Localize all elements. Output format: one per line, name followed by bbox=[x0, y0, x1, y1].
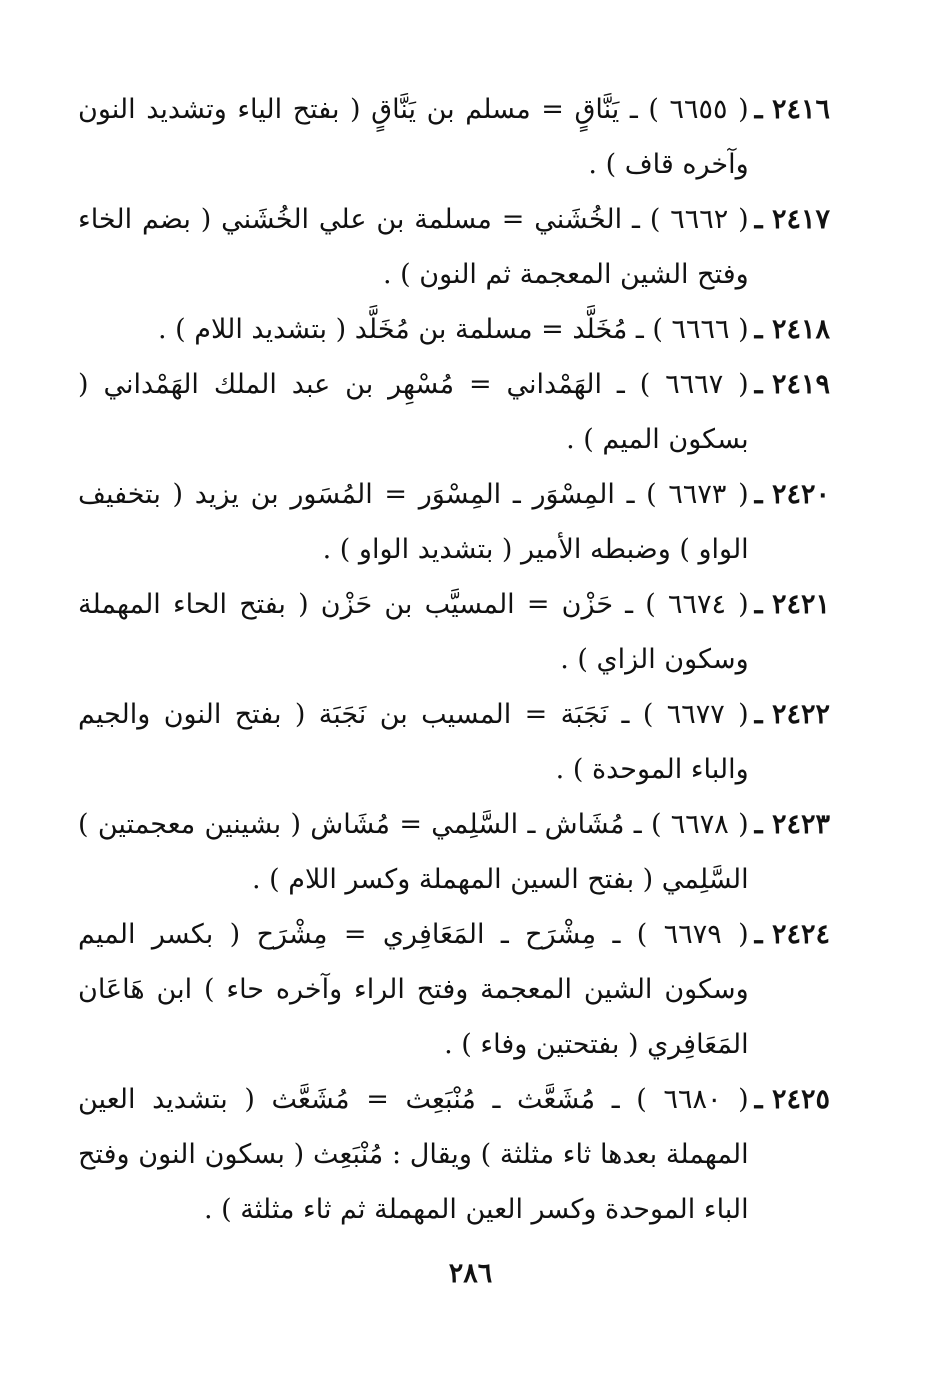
entry-text: ( ٦٦٧٤ ) ـ حَزْن = المسيَّب بن حَزْن ( بفتح الحاء المهملة وسكون الزاي ) . bbox=[78, 589, 749, 675]
entry bbox=[78, 357, 830, 467]
entry-text: ( ٦٦٦٦ ) ـ مُخَلَّد = مسلمة بن مُخَلَّد ( بتشديد اللام ) . bbox=[158, 314, 749, 345]
page-number: ٢٨٦ bbox=[448, 1258, 493, 1289]
entry-number: ٢٤٢٣ ـ bbox=[754, 809, 830, 840]
entries-list bbox=[78, 82, 830, 1237]
entry-text: ( ٦٦٨٠ ) ـ مُشَعَّث ـ مُنْبَعِث = مُشَعَّث ( بتشديد العين المهملة بعدها ثاء مثلثة ) ويقال : مُنْبَعِث ( بسكون النون وفتح الباء الموحدة وكسر العين المهملة ثم ثاء مثلثة ) . bbox=[78, 1084, 749, 1225]
entry bbox=[78, 192, 830, 302]
entry bbox=[78, 302, 830, 357]
entry-number: ٢٤٢٠ ـ bbox=[754, 479, 830, 510]
entry-text: ( ٦٦٦٢ ) ـ الخُشَني = مسلمة بن علي الخُشَني ( بضم الخاء وفتح الشين المعجمة ثم النون ) . bbox=[78, 204, 749, 290]
entry bbox=[78, 467, 830, 577]
entry-number: ٢٤٢١ ـ bbox=[754, 589, 830, 620]
entry bbox=[78, 82, 830, 192]
entry bbox=[78, 1072, 830, 1237]
entry-text: ( ٦٦٧٨ ) ـ مُشَاش ـ السَّلِمي = مُشَاش ( بشينين معجمتين ) السَّلِمي ( بفتح السين المهملة وكسر اللام ) . bbox=[78, 809, 749, 895]
entry-text: ( ٦٦٥٥ ) ـ يَنَّاقٍ = مسلم بن يَنَّاقٍ ( بفتح الياء وتشديد النون وآخره قاف ) . bbox=[78, 94, 749, 180]
entry-text: ( ٦٦٦٧ ) ـ الهَمْداني = مُسْهِر بن عبد الملك الهَمْداني ( بسكون الميم ) . bbox=[78, 369, 749, 455]
entry-number: ٢٤١٦ ـ bbox=[754, 94, 830, 125]
entry-number: ٢٤١٨ ـ bbox=[754, 314, 830, 345]
entry bbox=[78, 907, 830, 1072]
entry bbox=[78, 577, 830, 687]
entry bbox=[78, 797, 830, 907]
entry-text: ( ٦٦٧٧ ) ـ نَجَبَة = المسيب بن نَجَبَة ( بفتح النون والجيم والباء الموحدة ) . bbox=[78, 699, 749, 785]
entry-number: ٢٤١٧ ـ bbox=[754, 204, 830, 235]
entry-number: ٢٤٢٤ ـ bbox=[754, 919, 830, 950]
entry-number: ٢٤٢٥ ـ bbox=[754, 1084, 830, 1115]
entry bbox=[78, 687, 830, 797]
entry-number: ٢٤٢٢ ـ bbox=[754, 699, 830, 730]
entry-number: ٢٤١٩ ـ bbox=[754, 369, 830, 400]
entry-text: ( ٦٦٧٩ ) ـ مِشْرَح ـ المَعَافِري = مِشْرَح ( بكسر الميم وسكون الشين المعجمة وفتح الراء وآخره حاء ) ابن هَاعَان المَعَافِري ( بفتحتين وفاء ) . bbox=[78, 919, 749, 1060]
entry-text: ( ٦٦٧٣ ) ـ المِسْوَر ـ المِسْوَر = المُسَور بن يزيد ( بتخفيف الواو ) وضبطه الأمير ( بتشديد الواو ) . bbox=[78, 479, 749, 565]
